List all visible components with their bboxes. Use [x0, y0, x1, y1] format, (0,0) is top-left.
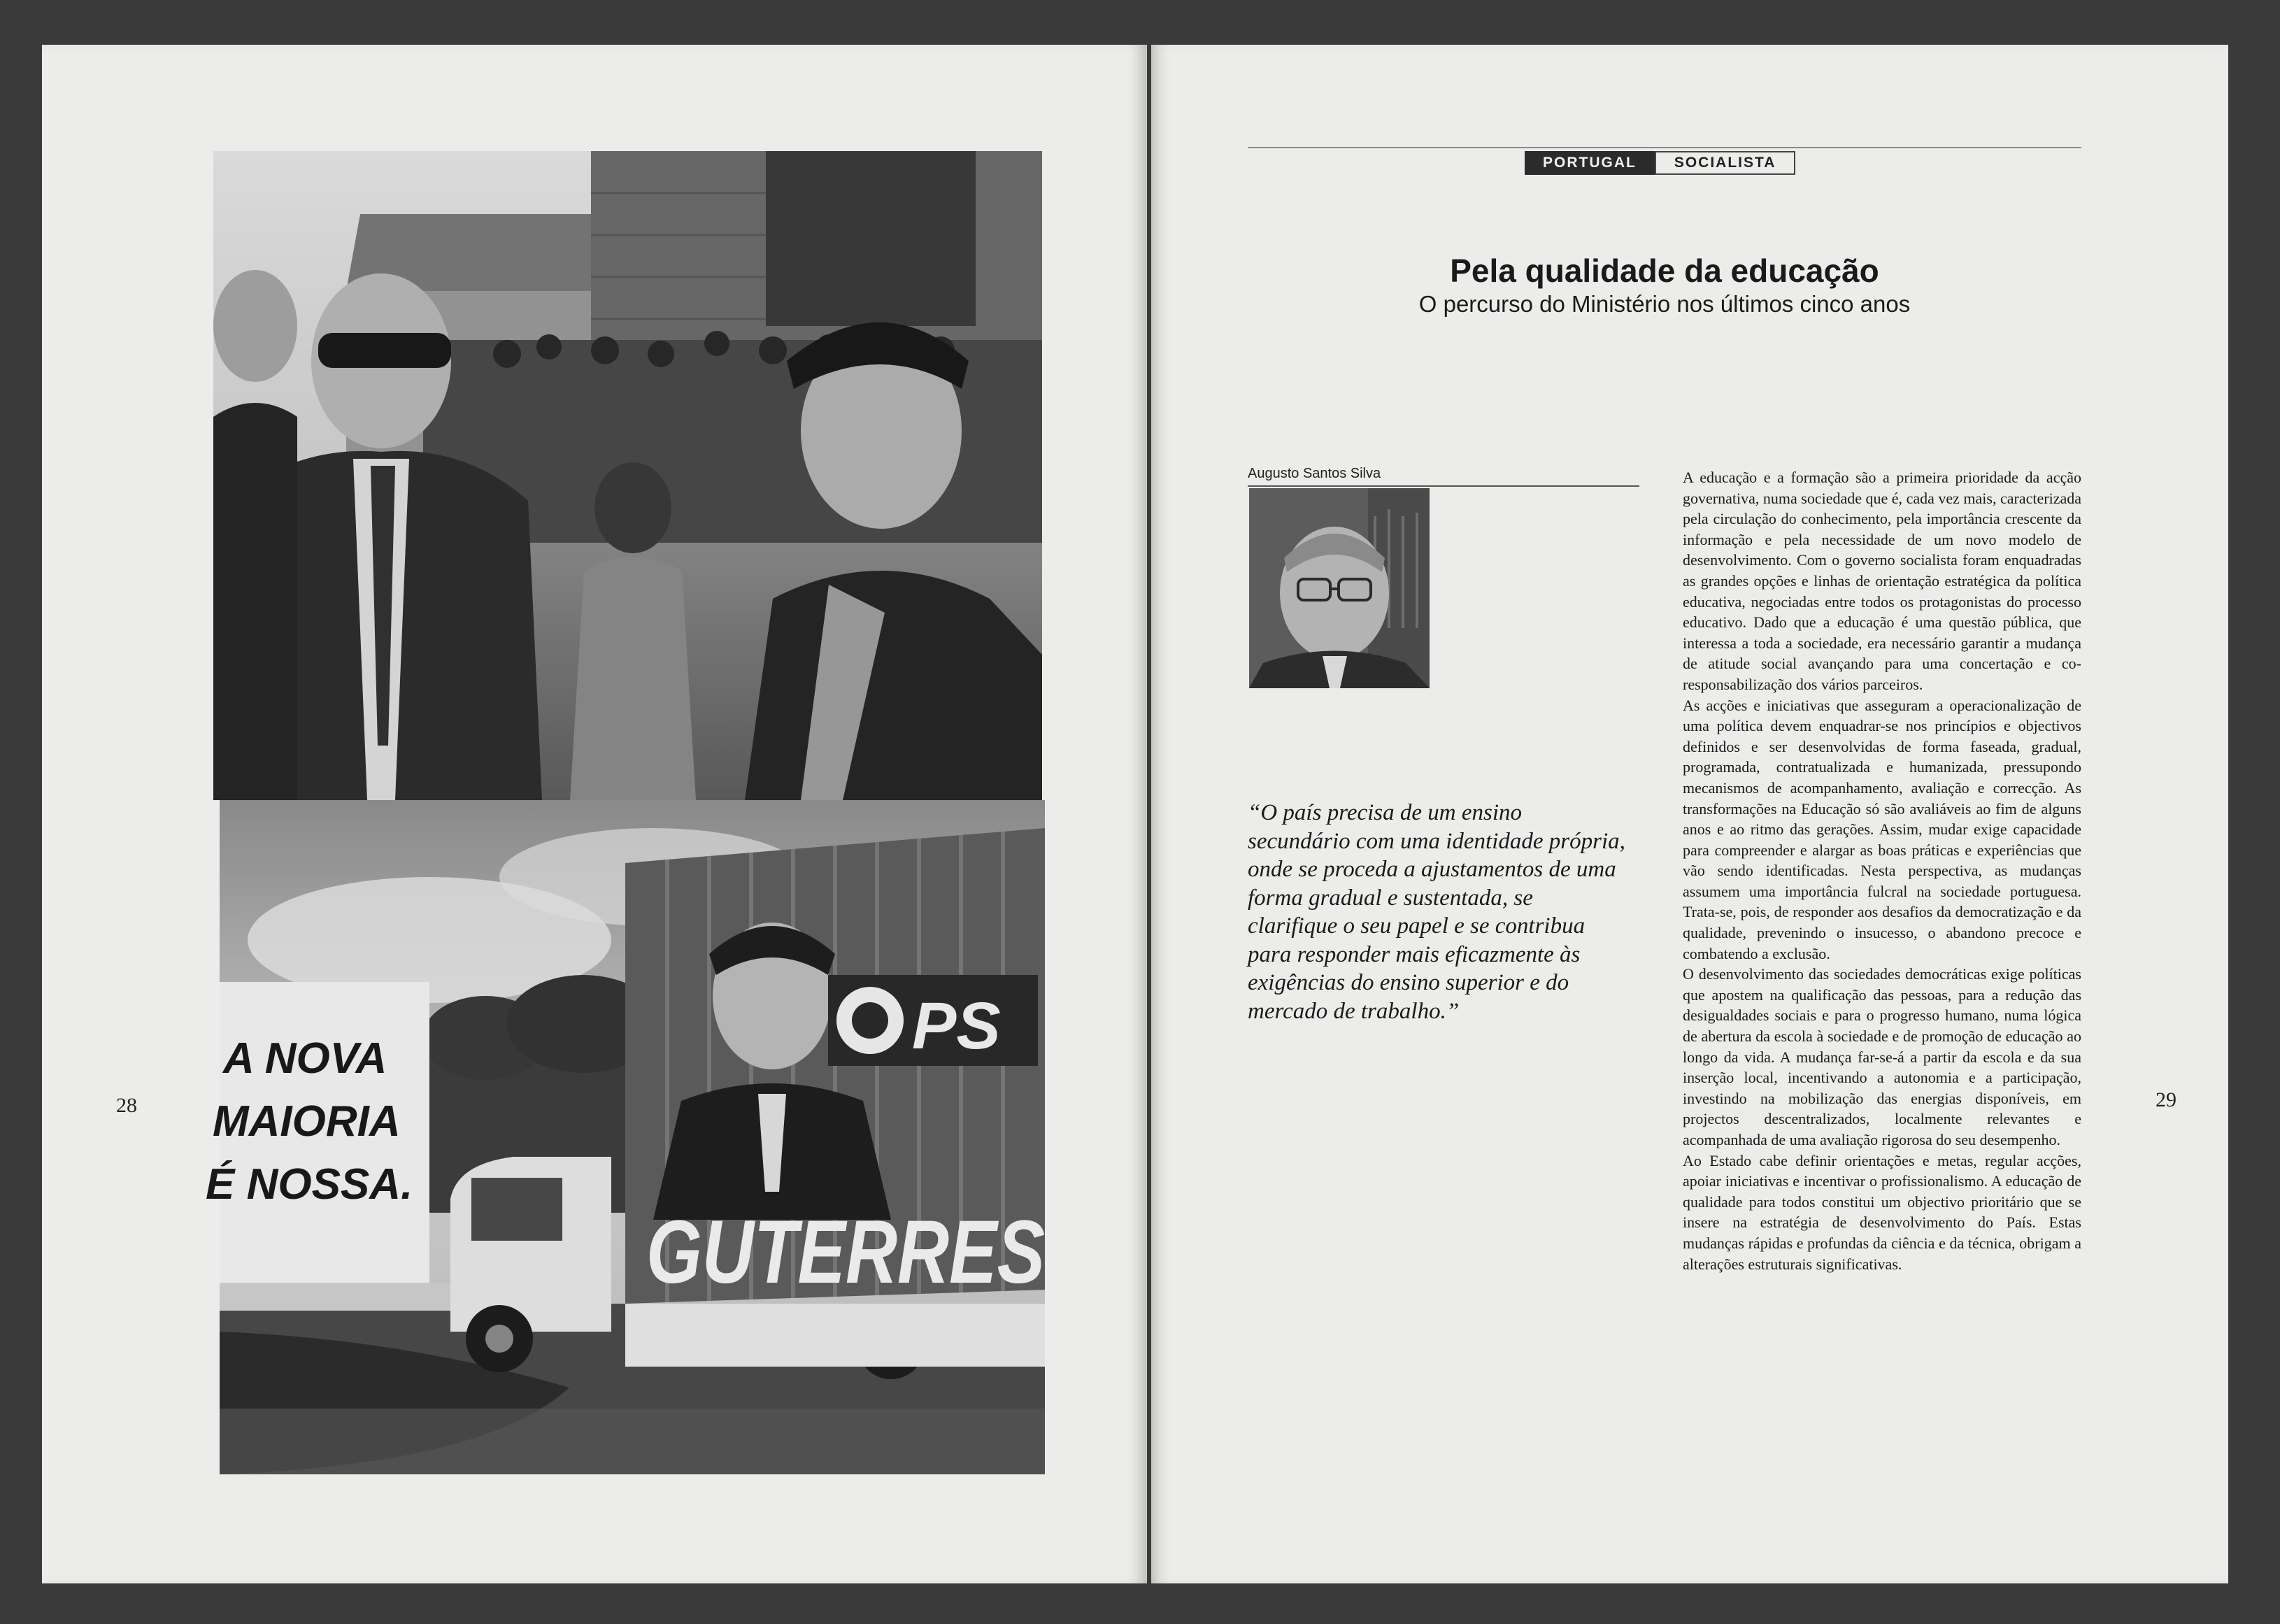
page-number-left: 28: [116, 1094, 137, 1117]
billboard-small-line-3: É NOSSA.: [206, 1160, 413, 1209]
page-number-right: 29: [2156, 1088, 2176, 1111]
author-name: Augusto Santos Silva: [1248, 466, 1381, 481]
photo-bottom-image: [206, 800, 1045, 1474]
body-paragraph-1: A educação e a formação são a primeira prioridade da acção governativa, numa sociedade que é, cada vez mais, caracterizada pela circulação do conhecimento, pela importância crescente da informação e pela necessidade de um novo modelo de desenvolvimento. Com o governo socialista foram enquadradas as grandes opções e linhas de orientação estratégica da política educativa, negociadas entre todos os protagonistas do processo educativo. Dado que a educação é uma questão pública, que interessa a toda a sociedade, era necessário garantir a mudança de atitude social avançando para uma concertação e co-responsabilização dos vários parceiros.: [1683, 469, 2081, 693]
article-title: Pela qualidade da educação: [1450, 252, 1879, 289]
pull-quote: “O país precisa de um ensino secundário com uma identidade própria, onde se proceda a ajustamentos de uma forma gradual e sustentada, se clarifique o seu papel e se contribua para responder mais eficazmente às exigências do ensino superior e do mercado de trabalho.”: [1248, 800, 1625, 1024]
photo-top-image: [213, 151, 1042, 800]
section-tag: [1525, 151, 1795, 175]
author-rule: [1248, 485, 1639, 487]
author-portrait-image: [1249, 488, 1430, 688]
billboard-small-line-1: A NOVA: [223, 1034, 387, 1083]
section-tag-portugal: PORTUGAL: [1525, 151, 1655, 175]
billboard-candidate-name: GUTERRES: [646, 1202, 1045, 1302]
billboard-party-logo: PS: [912, 989, 1001, 1063]
photo-bottom: [206, 800, 1045, 1474]
section-tag-socialista: SOCIALISTA: [1655, 151, 1796, 175]
article-subtitle: O percurso do Ministério nos últimos cinco anos: [1418, 291, 1911, 317]
photo-top: [213, 151, 1042, 800]
billboard-small-line-2: MAIORIA: [213, 1097, 401, 1146]
article-body: [1683, 467, 2081, 1274]
author-portrait: [1249, 488, 1430, 688]
body-paragraph-2: As acções e iniciativas que asseguram a operacionalização de uma política devem enquadrar-se nos princípios e objectivos definidos e ser desenvolvidas de forma faseada, gradual, programada, contratualizada e humanizada, pressupondo mecanismos de acompanhamento, avaliação e correcção. As transformações na Educação só são avaliáveis ao fim de alguns anos e ao ritmo das gerações. Assim, mudar exige capacidade para compreender e alargar as boas práticas e experiências que vão sendo identificadas. Nesta perspectiva, as mudanças assumem uma importância fulcral na sociedade portuguesa. Trata-se, pois, de responder aos desafios da democratização e da qualidade, prevenindo o insucesso, o abandono precoce e combatendo a exclusão.: [1683, 696, 2081, 962]
right-page: [1151, 45, 2228, 1583]
body-paragraph-3: O desenvolvimento das sociedades democráticas exige políticas que apostem na qualificação das pessoas, para a redução das desigualdades sociais e para o progresso humano, numa lógica de abertura da escola à sociedade e de promoção de educação ao longo da vida. A mudança far-se-á a partir da escola e da sua inserção local, incentivando a autonomia e a participação, investindo na mobilização das energias disponíveis, em projectos descentralizados, localmente relevantes e acompanhada de uma avaliação rigorosa do seu desempenho.: [1683, 965, 2081, 1148]
left-page: [42, 45, 1147, 1583]
header-rule: [1248, 147, 2081, 148]
body-paragraph-4: Ao Estado cabe definir orientações e metas, regular acções, apoiar iniciativas e incentivar o profissionalismo. A educação de qualidade para todos constitui um objectivo prioritário que se insere na estratégia de desenvolvimento do País. Estas mudanças rápidas e profundas da ciência e da técnica, obrigam a alterações estruturais significativas.: [1683, 1151, 2081, 1273]
